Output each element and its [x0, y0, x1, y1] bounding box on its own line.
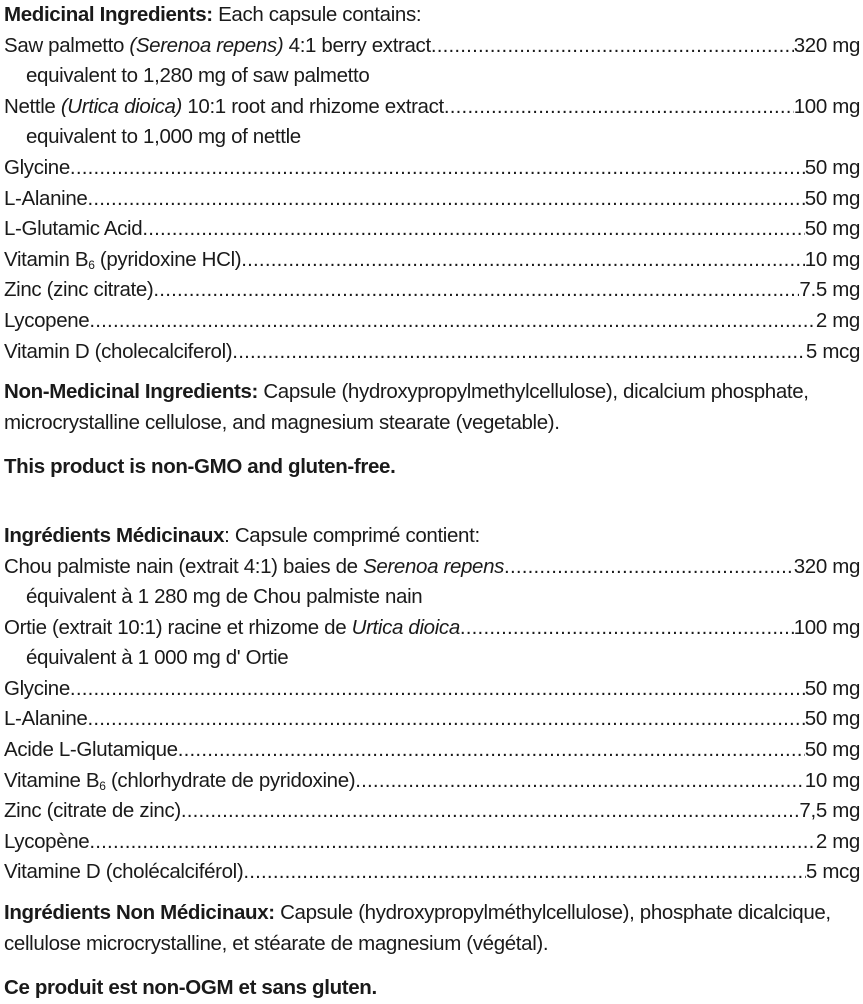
non-medicinal-text: Capsule (hydroxypropylméthylcellulose), phosphate dicalcique, cellulose microcrystalline, et stéarate de magnesium (végétal).	[4, 901, 831, 955]
ingredient-latin-name: Serenoa repens	[363, 554, 505, 578]
ingredient-equivalent: equivalent to 1,000 mg of nettle	[26, 125, 301, 149]
ingredient-list	[4, 31, 860, 368]
leader-dots	[355, 766, 805, 797]
ingredient-row	[4, 245, 860, 276]
ingredient-amount: 10 mg	[804, 247, 860, 271]
non-medicinal-paragraph	[4, 377, 860, 438]
leader-dots	[460, 613, 794, 644]
leader-dots	[181, 796, 800, 827]
product-note: This product is non-GMO and gluten-free.	[4, 455, 396, 479]
ingredient-row	[4, 735, 860, 766]
ingredient-latin-name: (Urtica dioica)	[60, 94, 183, 118]
ingredient-amount: 2 mg	[815, 829, 860, 853]
ingredient-row	[4, 337, 860, 368]
leader-dots	[70, 674, 805, 705]
ingredient-amount: 2 mg	[815, 308, 860, 332]
leader-dots	[89, 827, 815, 858]
ingredient-row	[4, 153, 860, 184]
leader-dots	[444, 92, 794, 123]
ingredient-name: Ortie (extrait 10:1) racine et rhizome de	[4, 615, 352, 639]
ingredient-amount: 5 mcg	[805, 860, 860, 884]
ingredient-row	[4, 214, 860, 245]
ingredient-amount: 7.5 mg	[799, 278, 860, 302]
leader-dots	[87, 184, 804, 215]
non-medicinal-heading: Non-Medicinal Ingredients:	[4, 380, 258, 404]
ingredient-description: (pyridoxine HCl)	[94, 247, 242, 271]
ingredient-amount: 320 mg	[793, 33, 860, 57]
ingredient-name: Saw palmetto	[4, 33, 130, 57]
ingredient-name: Vitamin D (cholecalciferol)	[4, 339, 233, 363]
medicinal-heading-line	[4, 0, 860, 31]
ingredient-equivalent: équivalent à 1 000 mg d' Ortie	[26, 646, 289, 670]
leader-dots	[431, 31, 794, 62]
ingredient-name: Vitamin B	[4, 247, 89, 271]
ingredient-name: Nettle	[4, 94, 61, 118]
leader-dots	[142, 214, 804, 245]
ingredient-amount: 50 mg	[804, 676, 860, 700]
ingredient-name: Lycopene	[4, 308, 90, 332]
non-medicinal-text: Capsule (hydroxypropylmethylcellulose), dicalcium phosphate, microcrystalline cellulose, and magnesium stearate (vegetable).	[4, 380, 809, 434]
leader-dots	[232, 337, 806, 368]
ingredient-name: Chou palmiste nain (extrait 4:1) baies de	[4, 554, 364, 578]
ingredient-row	[4, 766, 860, 797]
ingredient-name: Zinc (zinc citrate)	[4, 278, 154, 302]
product-note: Ce produit est non-OGM et sans gluten.	[4, 976, 377, 1000]
medicinal-intro: : Capsule comprimé contient:	[224, 523, 480, 547]
ingredient-amount: 320 mg	[793, 554, 860, 578]
ingredient-row	[4, 674, 860, 705]
ingredient-amount: 7,5 mg	[799, 799, 860, 823]
ingredient-amount: 50 mg	[804, 707, 860, 731]
ingredient-row	[4, 827, 860, 858]
leader-dots	[87, 704, 804, 735]
medicinal-heading: Medicinal Ingredients:	[4, 3, 213, 26]
ingredient-row	[4, 857, 860, 888]
ingredient-latin-name: Urtica dioica	[351, 615, 460, 639]
ingredient-name: Lycopène	[4, 829, 90, 853]
ingredient-name: L-Alanine	[4, 186, 88, 210]
leader-dots	[153, 275, 799, 306]
ingredient-amount: 50 mg	[804, 217, 860, 241]
ingredient-row	[4, 31, 860, 62]
ingredient-row	[4, 552, 860, 583]
subscript: 6	[88, 257, 95, 272]
ingredient-description: (chlorhydrate de pyridoxine)	[105, 768, 356, 792]
ingredient-equivalent: equivalent to 1,280 mg of saw palmetto	[26, 64, 370, 88]
non-medicinal-paragraph	[4, 898, 860, 959]
leader-dots	[178, 735, 805, 766]
medicinal-heading: Ingrédients Médicinaux	[4, 523, 225, 547]
ingredient-amount: 5 mcg	[805, 339, 860, 363]
ingredient-row	[4, 275, 860, 306]
ingredient-amount: 50 mg	[804, 738, 860, 762]
ingredient-row	[4, 704, 860, 735]
leader-dots	[243, 857, 806, 888]
leader-dots	[241, 245, 805, 276]
leader-dots	[89, 306, 815, 337]
ingredient-row	[4, 92, 860, 123]
medicinal-intro: Each capsule contains:	[212, 3, 422, 26]
ingredient-name: Acide L-Glutamique	[4, 738, 178, 762]
leader-dots	[504, 552, 794, 583]
ingredient-amount: 10 mg	[804, 768, 860, 792]
ingredient-name: Vitamine D (cholécalciférol)	[4, 860, 244, 884]
ingredient-amount: 100 mg	[793, 94, 860, 118]
ingredient-name: Glycine	[4, 155, 70, 179]
ingredient-row	[4, 306, 860, 337]
ingredient-description: 10:1 root and rhizome extract	[182, 94, 444, 118]
ingredient-name: Zinc (citrate de zinc)	[4, 799, 181, 823]
leader-dots	[70, 153, 805, 184]
ingredient-equivalent: équivalent à 1 280 mg de Chou palmiste nain	[26, 585, 423, 609]
english-section	[4, 0, 860, 483]
ingredient-description: 4:1 berry extract	[283, 33, 431, 57]
ingredient-name: Vitamine B	[4, 768, 100, 792]
ingredient-row	[4, 796, 860, 827]
ingredient-name: Glycine	[4, 676, 70, 700]
ingredient-amount: 100 mg	[793, 615, 860, 639]
ingredient-latin-name: (Serenoa repens)	[129, 33, 284, 57]
medicinal-heading-line	[4, 521, 860, 552]
subscript: 6	[99, 778, 106, 793]
ingredient-name: L-Alanine	[4, 707, 88, 731]
ingredient-list	[4, 552, 860, 889]
ingredient-amount: 50 mg	[804, 186, 860, 210]
non-medicinal-heading: Ingrédients Non Médicinaux:	[4, 901, 275, 925]
ingredient-name: L-Glutamic Acid	[4, 217, 143, 241]
ingredient-row	[4, 184, 860, 215]
ingredient-amount: 50 mg	[804, 155, 860, 179]
ingredient-row	[4, 613, 860, 644]
french-section	[4, 521, 860, 1004]
